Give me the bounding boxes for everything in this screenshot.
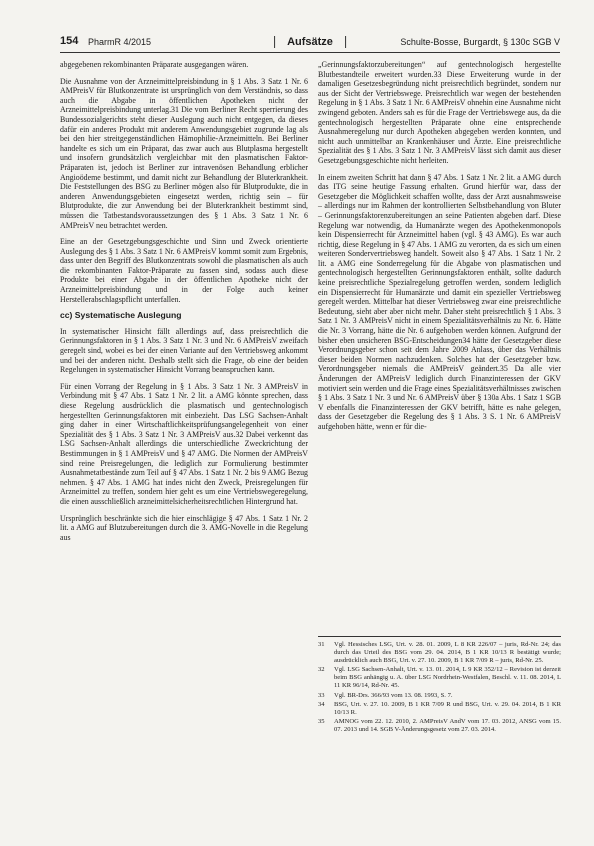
paragraph: Die Ausnahme von der Arzneimittelpreisbindung in § 1 Abs. 3 Satz 1 Nr. 6 AMPreisV für Blutkonzentrate ist ursprünglich von dem Verständnis, so dass auch die Abgabe in öffentlichen Apotheken nicht der Arzneimittelpreisbindung unterlag.31 Die vom Berliner Recht sperrierung des Bundessozialgerichts steht dieser Auslegung auch nicht entgegen, da dieses dafür ein anderes Produkt mit anderem Anwendungsgebiet zugrunde lag als bei den hier streitgegenständlichen Hämophilie-Arzneimitteln. Bei Berliner handelte es sich um ein Präparat, das zwar auch aus Blutplasma hergestellt und insofern grundsätzlich vergleichbar mit den plasmatischen Faktor-Präparaten ist, jedoch ist Berliner zur intravenösen Behandlung erblicher Angioödeme bestimmt, und damit nicht zur Behandlung der Bluterkrankheit. Die Feststellungen des BSG zu Berliner mögen also für Blutprodukte, die in anderen Anwendungsgebieten eingesetzt werden, richtig sein – für Blutprodukte, die zur Anwendung bei der Bluterkrankheit bestimmt sind, müssen die Tatbestandsvoraussetzungen des § 1 Abs. 3 Satz 1 Nr. 6 AMPreisV neu betrachtet werden.: [60, 76, 308, 230]
footnote: [318, 718, 561, 734]
page-number: 154: [60, 35, 79, 47]
footnote: [318, 701, 561, 717]
paragraph: Ursprünglich beschränkte sich die hier einschlägige § 47 Abs. 1 Satz 1 Nr. 2 lit. a AMG auf Blutzubereitungen durch die 3. AMG-Novelle in die Regelung aus: [60, 513, 308, 542]
footnote: [318, 692, 561, 700]
section-title: Aufsätze: [274, 36, 346, 48]
footnote: [318, 666, 561, 690]
footnote-number: 35: [318, 717, 325, 725]
footnotes: [318, 636, 561, 735]
paragraph: Für einen Vorrang der Regelung in § 1 Abs. 3 Satz 1 Nr. 3 AMPreisV in Verbindung mit § 47 Abs. 1 Satz 1 Nr. 2 lit. a AMG könnte sprechen, dass diese Regelung ausdrücklich die plasmatisch und gentechnologisch hergestellten Gerinnungsfaktoren mit einbezieht. Das LSG Sachsen-Anhalt ging daher in einer Wirtschaftlichkeitsprüfungsangelegenheit von einer Spezialität des § 1 Abs. 3 Satz 1 Nr. 3 AMPreisV aus.32 Dabei verkennt das LSG Sachsen-Anhalt allerdings die unterschiedliche Zweckrichtung der Bestimmungen in § 1 AMPreisV und § 47 AMG. Die Normen der AMPreisV sind reine Preisregelungen, die lediglich zur Formulierung bestimmter Ausnahmetatbestände zum Teil auf § 47 Abs. 1 Satz 1 Nr. 2 bis 9 AMG Bezug nehmen. § 47 Abs. 1 AMG hat indes nicht den Zweck, Preisregelungen für Arzneimittel zu treffen, sondern hier geht es um eine Vertriebswegeregelung, die einen ausschließlich arzneimittelsicherheitsrechtlichen Hintergrund hat.: [60, 381, 308, 506]
paragraph: Eine an der Gesetzgebungsgeschichte und Sinn und Zweck orientierte Auslegung des § 1 Abs. 3 Satz 1 Nr. 6 AMPreisV kommt somit zum Ergebnis, dass unter den Begriff des Blutkonzentrats sowohl die plasmatischen als auch die rekombinanten Faktor-Präparate zu fassen sind, sodass auch diese Produkte bei einer Abgabe in der öffentlichen Apotheke nicht der Arzneimittelpreisbindung und in der Folge auch keiner Herstellerabschlagspflicht unterfallen.: [60, 237, 308, 304]
footnote-text: Vgl. Hessisches LSG, Urt. v. 28. 01. 2009, L 8 KR 226/07 – juris, Rd-Nr. 24; das durch das Urteil des BSG vom 29. 04. 2014, B 1 KR 10/13 R bestätigt wurde; ausdrücklich auch BSG, Urt. v. 27. 10. 2009, B 1 KR 7/09 R – juris, Rd-Nr. 25.: [334, 641, 561, 665]
paragraph: abgegebenen rekombinanten Präparate ausgegangen wären.: [60, 60, 249, 69]
footnote-number: 32: [318, 666, 325, 674]
journal-issue: PharmR 4/2015: [88, 37, 152, 47]
page-header: [60, 34, 560, 53]
footnote: [318, 641, 561, 665]
footnote-text: BSG, Urt. v. 27. 10. 2009, B 1 KR 7/09 R und BSG, Urt. v. 29. 04. 2014, B 1 KR 10/13 R.: [334, 700, 561, 716]
paragraph: In einem zweiten Schritt hat dann § 47 Abs. 1 Satz 1 Nr. 2 lit. a AMG durch das ITG seine heutige Fassung erhalten. Grund hierfür war, dass der Gesetzgeber die Möglichkeit schaffen wollte, dass der Arzt ausnahmsweise – allerdings nur im Rahmen der kontrollierten Selbstbehandlung von Bluter – Gerinnungsfaktorenzubereitungen an seine Patienten abgeben darf. Diese Regelung war notwendig, da Humanärzte wegen des Apothekenmonopols kein Dispensierrecht für Arzneimittel haben (vgl. § 43 AMG). Es war auch richtig, diese Regelung in § 47 Abs. 1 AMG zu verorten, da es sich um einen weiteren Sondervertriebsweg handelt. Soweit also § 47 Abs. 1 Satz 1 Nr. 2 lit. a AMG eine Sonderregelung für die Abgabe von plasmatischen und gentechnologisch hergestellten Gerinnungsfaktoren enthält, sollte dadurch keine preisrechtliche Spezialregelung getroffen werden, sondern lediglich ein Dispensierrecht für Humanärzte und damit ein spezieller Vertriebsweg geregelt werden. Mittelbar hat dieser Vertriebsweg zwar eine preisrechtliche Bedeutung, sieht aber aber nicht mehr. Daher steht preisrechtlich § 1 Abs. 3 Satz 1 Nr. 3 AMPreisV nicht in einem Spezialitätsverhältnis zu Nr. 6. Hätte die Nr. 3 Vorrang, hätte die Nr. 6 aufgehoben werden können. Aufgrund der bisher eben unsicheren BSG-Entscheidungen34 hätte der Gesetzgeber diese Verordnungsgeber schon seit dem Jahre 2009 Anlass, über das Verhältnis dieser beiden Normen nachzudenken. Solches hat der Gesetzgeber bzw. Verordnungsgeber niemals die AMPreisV geändert.35 Da alle vier Änderungen der AMPreisV lediglich durch Finanzinteressen der GKV motiviert sein werden und die Frage eines Spezialitätsverhältnisses zwischen § 1 Abs. 3 Satz 1 Nr. 3 und Nr. 6 AMPreisV über § 130a Abs. 1 Satz 1 SGB V ebenfalls die Finanzinteressen der GKV betrifft, hätte es nahe gelegen, dass der Gesetzgeber die Regelung des § 1 Abs. 3 S. 1 Nr. 6 AMPreisV aufgehoben hätte, wenn er für die-: [318, 172, 561, 431]
right-column: [318, 60, 561, 439]
footnote-number: 33: [318, 691, 325, 699]
running-title: Schulte-Bosse, Burgardt, § 130c SGB V: [400, 37, 560, 47]
left-column: [60, 60, 308, 549]
section-heading: cc) Systematische Auslegung: [60, 310, 182, 321]
footnote-text: Vgl. LSG Sachsen-Anhalt, Urt. v. 13. 01. 2014, L 9 KR 352/12 – Revision ist derzeit beim BSG anhängig u. A. über LSG Nordrhein-Westfalen, Beschl. v. 11. 08. 2014, L 11 KR 96/14, Rd-Nr. 45.: [334, 666, 561, 690]
footnote-number: 31: [318, 641, 325, 648]
footnote-text: Vgl. BR-Drs. 366/93 vom 13. 08. 1993, S. 7.: [334, 691, 453, 699]
paragraph: „Gerinnungsfaktorzubereitungen“ auf gentechnologisch hergestellte Blutbestandteile erweitert wurden.33 Diese Erweiterung wurde in der damaligen Gesetzesbegründung nicht preisrechtlich begründet, sondern nur aus der Sicht der Vertriebswege. Preisrechtlich war wegen der bestehenden Regelung in § 1 Abs. 3 Satz 1 Nr. 6 AMPreisV ohnehin eine Ausnahme nicht zwingend geboten. Anders sah es für die Frage der Vertriebswege aus, da die gentechnologisch hergestellten Präparate ohne eine entsprechende Ausnahmeregelung nur durch Apotheken abgegeben werden konnten, und nicht auch unmittelbar an Krankenhäuser und Ärzte. Eine preisrechtliche Spezialität des § 1 Abs. 3 Satz 1 Nr. 3 AMPreisV lässt sich damit aus dieser Gesetzgebungsgeschichte nicht herleiten.: [318, 60, 561, 165]
footnote-number: 34: [318, 700, 325, 708]
paragraph: In systematischer Hinsicht fällt allerdings auf, dass preisrechtlich die Gerinnungsfaktoren in § 1 Abs. 3 Satz 1 Nr. 3 und Nr. 6 AMPreisV zweifach geregelt sind, wobei es bei der einen Variante auf den Vertriebsweg ankommt und bei der anderen nicht. Deshalb stellt sich die Frage, ob eine der beiden Regelungen in systematischer Hinsicht Vorrang beanspruchen kann.: [60, 326, 308, 375]
footnote-text: AMNOG vom 22. 12. 2010, 2. AMPreisV AndV vom 17. 03. 2012, ANSG vom 15. 07. 2013 und 14. SGB V-Änderungsgesetz vom 27. 03. 2014.: [334, 717, 561, 733]
